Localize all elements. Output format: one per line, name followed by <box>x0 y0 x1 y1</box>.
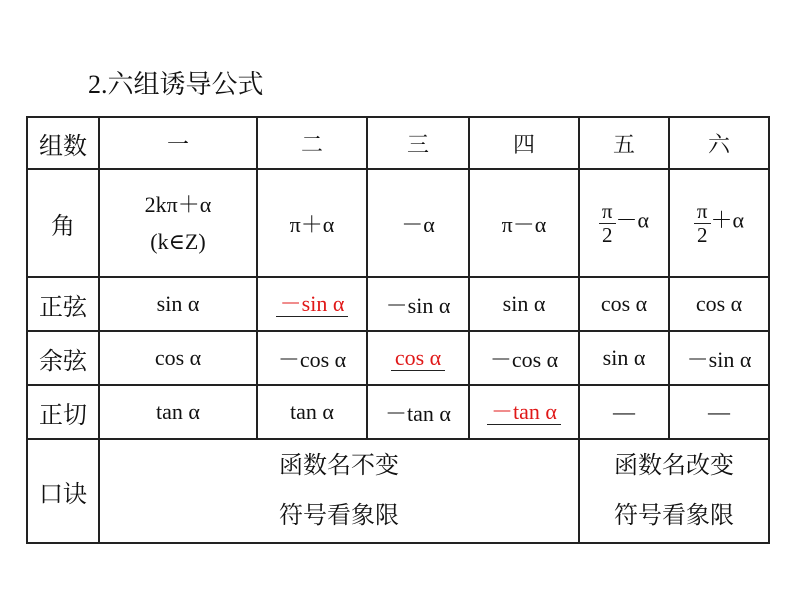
sine-cell-3: －sin α <box>367 277 469 331</box>
mnemonic-row-label: 口诀 <box>27 439 99 543</box>
tangent-cell-3: －tan α <box>367 385 469 439</box>
header-cell-1: 一 <box>99 117 257 169</box>
angle-row <box>27 169 769 277</box>
angle-5-rest: －α <box>615 208 650 234</box>
header-cell-group: 组数 <box>27 117 99 169</box>
angle-1-condition: (k∈Z) <box>150 229 206 254</box>
answer-blank: －sin α <box>276 292 349 317</box>
tangent-row-label: 正切 <box>27 385 99 439</box>
pi-over-2-fraction <box>694 200 711 245</box>
pi-over-2-fraction <box>599 200 616 245</box>
fraction-denominator: 2 <box>696 222 708 247</box>
cosine-row-label: 余弦 <box>27 331 99 385</box>
mnemonic-left-line1: 函数名不变 <box>279 452 399 479</box>
tangent-cell-4 <box>469 385 579 439</box>
sine-row-label: 正弦 <box>27 277 99 331</box>
tangent-cell-5: — <box>579 385 669 439</box>
fraction-numerator: π <box>599 200 616 223</box>
angle-cell-4: π－α <box>469 169 579 277</box>
angle-6-rest: ＋α <box>710 208 745 234</box>
cosine-cell-2: －cos α <box>257 331 367 385</box>
header-row <box>27 117 769 169</box>
fraction-numerator: π <box>694 200 711 223</box>
sine-cell-1: sin α <box>99 277 257 331</box>
cosine-cell-1: cos α <box>99 331 257 385</box>
mnemonic-left-line2: 符号看象限 <box>279 503 399 529</box>
sine-cell-6: cos α <box>669 277 769 331</box>
angle-cell-2: π＋α <box>257 169 367 277</box>
mnemonic-right-line1: 函数名改变 <box>614 452 734 479</box>
induction-formula-table <box>26 116 770 544</box>
angle-cell-6 <box>669 169 769 277</box>
sine-row <box>27 277 769 331</box>
header-cell-6: 六 <box>669 117 769 169</box>
cosine-row <box>27 331 769 385</box>
header-cell-2: 二 <box>257 117 367 169</box>
sine-cell-2 <box>257 277 367 331</box>
section-title: 2.六组诱导公式 <box>88 70 264 99</box>
answer-blank: cos α <box>391 346 445 371</box>
cosine-cell-4: －cos α <box>469 331 579 385</box>
tangent-row <box>27 385 769 439</box>
mnemonic-right-line2: 符号看象限 <box>614 503 734 529</box>
angle-cell-5 <box>579 169 669 277</box>
answer-blank: －tan α <box>487 400 561 425</box>
tangent-cell-2: tan α <box>257 385 367 439</box>
sine-cell-5: cos α <box>579 277 669 331</box>
header-cell-5: 五 <box>579 117 669 169</box>
angle-1-expression: 2kπ＋α <box>144 191 212 217</box>
tangent-cell-6: — <box>669 385 769 439</box>
sine-cell-4: sin α <box>469 277 579 331</box>
header-cell-3: 三 <box>367 117 469 169</box>
tangent-cell-1: tan α <box>99 385 257 439</box>
angle-cell-1 <box>99 169 257 277</box>
mnemonic-left <box>99 439 579 543</box>
cosine-cell-6: －sin α <box>669 331 769 385</box>
mnemonic-row <box>27 439 769 543</box>
header-cell-4: 四 <box>469 117 579 169</box>
mnemonic-right <box>579 439 769 543</box>
angle-cell-3: －α <box>367 169 469 277</box>
angle-row-label: 角 <box>27 169 99 277</box>
cosine-cell-3 <box>367 331 469 385</box>
cosine-cell-5: sin α <box>579 331 669 385</box>
fraction-denominator: 2 <box>601 222 613 247</box>
